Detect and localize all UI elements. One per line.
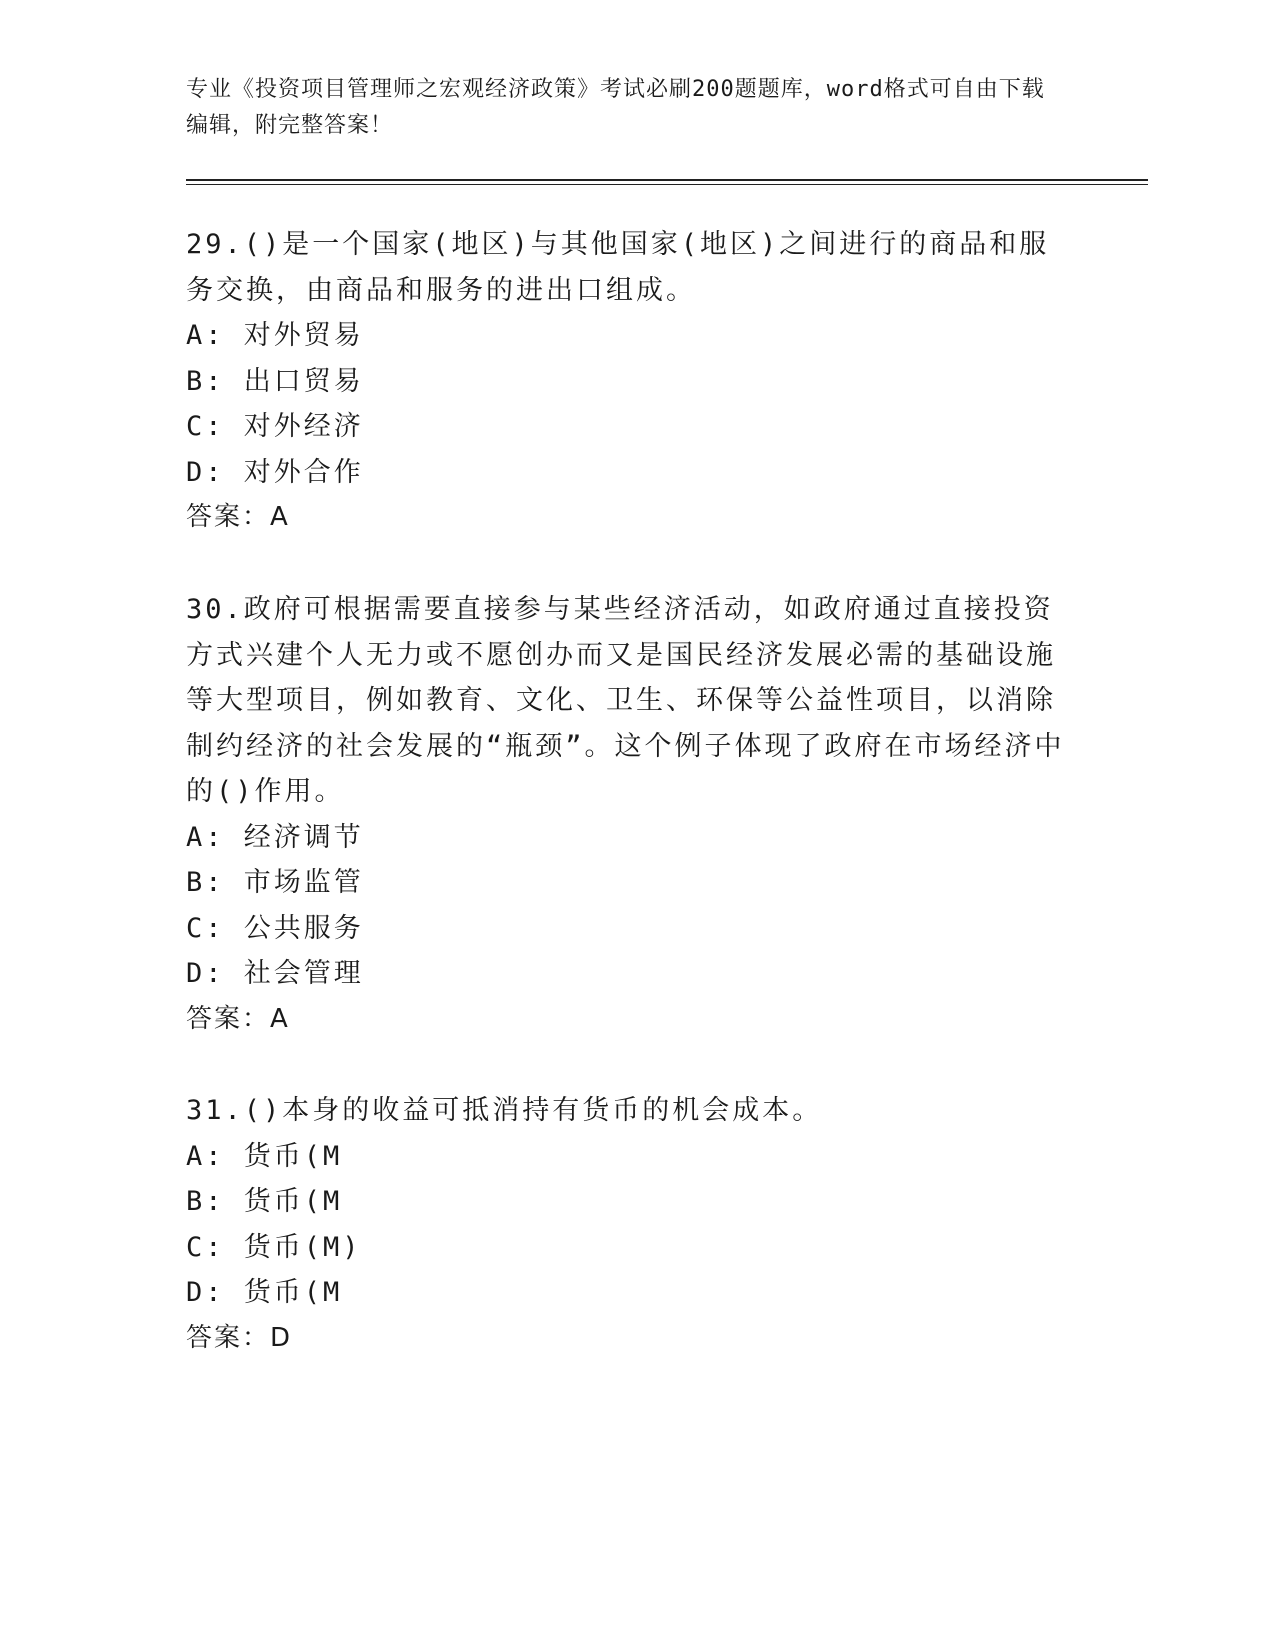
option-c: C: 公共服务 (186, 912, 364, 944)
option-d: D: 对外合作 (186, 456, 364, 488)
option-a: A: 对外贸易 (186, 320, 364, 351)
option-a: A: 货币(M (186, 1140, 343, 1172)
question-30 (186, 587, 1066, 1042)
option-c: C: 货币(M) (186, 1231, 362, 1263)
answer-line: 答案：D (186, 1322, 293, 1353)
option-c: C: 对外经济 (186, 411, 364, 442)
header-divider-thick (186, 179, 1148, 181)
header-divider-thin (186, 184, 1148, 185)
answer-line: 答案：A (186, 502, 290, 532)
document-intro: 专业《投资项目管理师之宏观经济政策》考试必刷200题题库，word格式可自由下载编辑，附完整答案！ (186, 77, 1045, 138)
option-b: B: 货币(M (186, 1186, 343, 1217)
option-d: D: 货币(M (186, 1277, 343, 1308)
question-text: 30.政府可根据需要直接参与某些经济活动，如政府通过直接投资方式兴建个人无力或不愿创办而又是国民经济发展必需的基础设施等大型项目，例如教育、文化、卫生、环保等公益性项目，以消除制约经济的社会发展的“瓶颈”。这个例子体现了政府在市场经济中的()作用。 (186, 594, 1065, 807)
option-d: D: 社会管理 (186, 958, 364, 989)
option-a: A: 经济调节 (186, 821, 364, 853)
option-b: B: 出口贸易 (186, 365, 364, 397)
question-31 (186, 1088, 1066, 1361)
option-b: B: 市场监管 (186, 867, 364, 898)
question-text: 31.()本身的收益可抵消持有货币的机会成本。 (186, 1095, 823, 1126)
answer-line: 答案：A (186, 1003, 290, 1034)
question-29 (186, 222, 1066, 541)
question-text: 29.()是一个国家(地区)与其他国家(地区)之间进行的商品和服务交换，由商品和服务的进出口组成。 (186, 229, 1050, 306)
